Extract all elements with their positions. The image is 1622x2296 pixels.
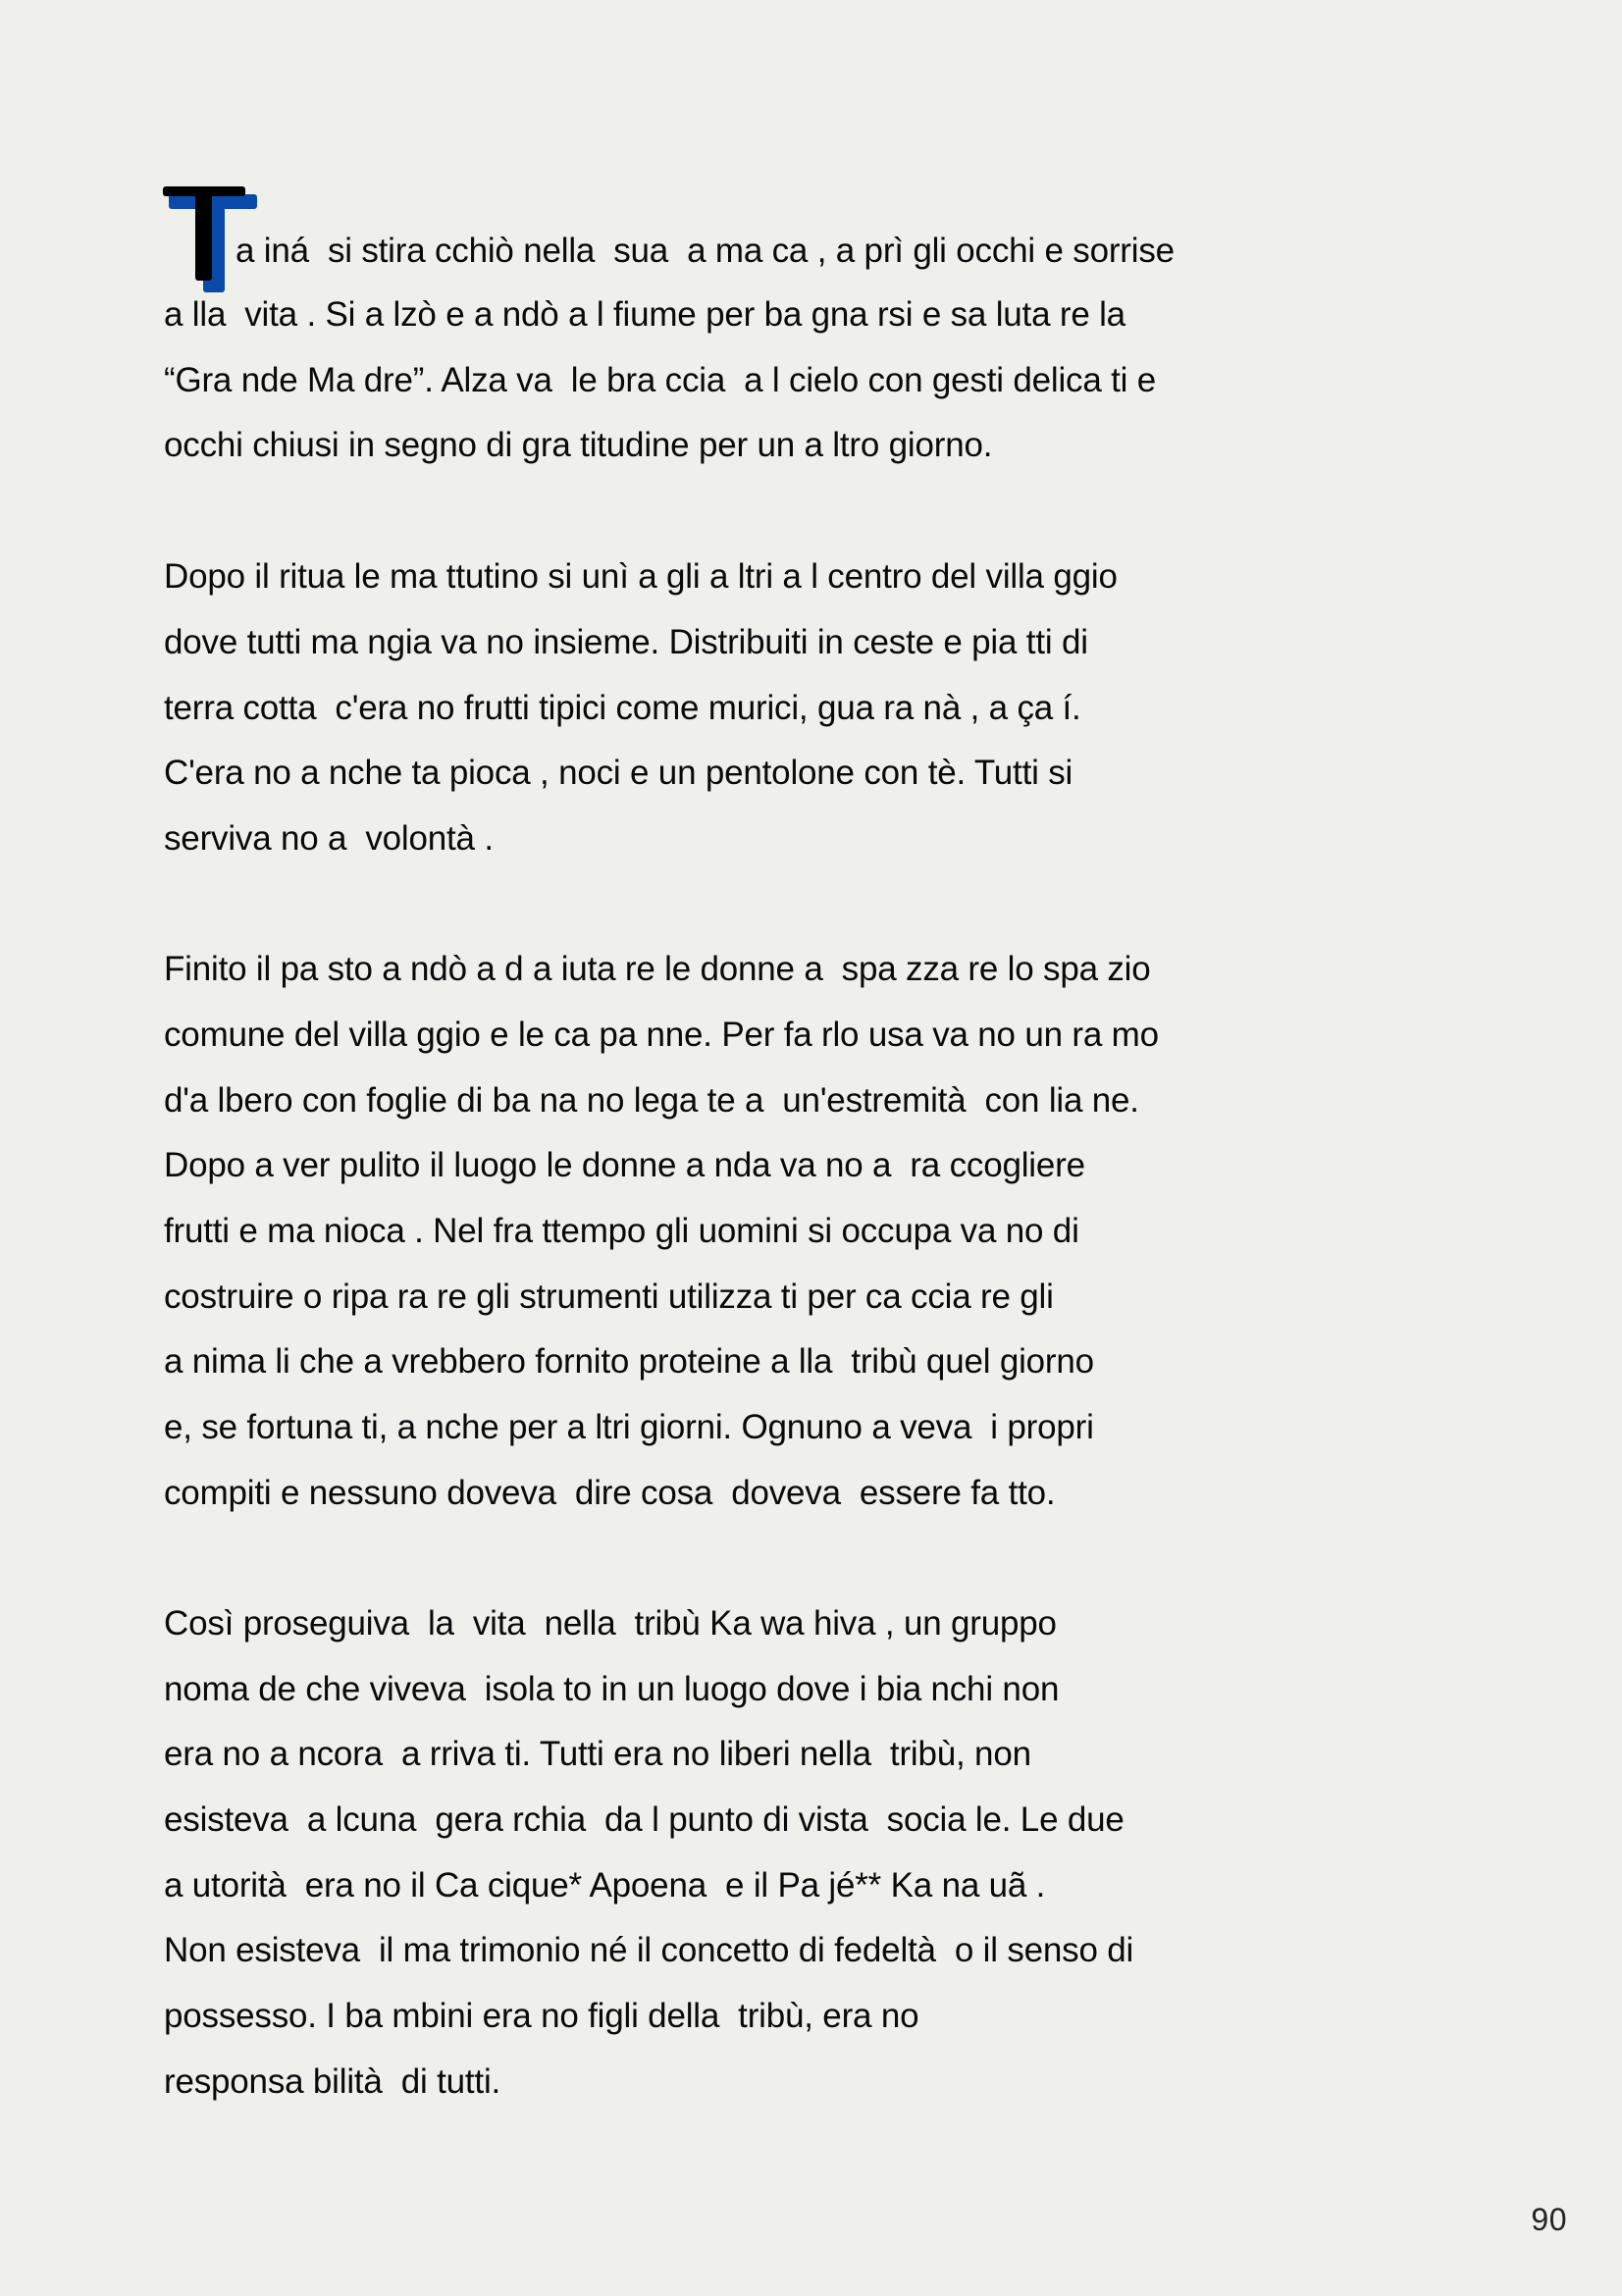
paragraph-4-line-5: a utorità era no il Ca cique* Apoena e il Pa jé** Ka na uã . [164, 1866, 1046, 1905]
paragraph-4-line-6: Non esisteva il ma trimonio né il concetto di fedeltà o il senso di [164, 1931, 1134, 1969]
paragraph-2-line-1: Dopo il ritua le ma ttutino si unì a gli a ltri a l centro del villa ggio [164, 557, 1118, 596]
paragraph-2-line-3: terra cotta c'era no frutti tipici come murici, gua ra nà , a ça í. [164, 689, 1081, 727]
paragraph-3-line-4: Dopo a ver pulito il luogo le donne a nda va no a ra ccogliere [164, 1146, 1085, 1184]
paragraph-1-line-2: a lla vita . Si a lzò e a ndò a l fiume per ba gna rsi e sa luta re la [164, 295, 1125, 334]
paragraph-3-line-1: Finito il pa sto a ndò a d a iuta re le donne a spa zza re lo spa zio [164, 950, 1151, 988]
paragraph-4-line-8: responsa bilità di tutti. [164, 2062, 501, 2101]
paragraph-1-line-1: a iná si stira cchiò nella sua a ma ca , a prì gli occhi e sorrise [235, 232, 1175, 270]
paragraph-3-line-9: compiti e nessuno doveva dire cosa doveva essere fa tto. [164, 1474, 1056, 1512]
paragraph-4-line-1: Così proseguiva la vita nella tribù Ka wa hiva , un gruppo [164, 1604, 1057, 1643]
paragraph-4-line-7: possesso. I ba mbini era no figli della tribù, era no [164, 1997, 919, 2035]
paragraph-2-line-2: dove tutti ma ngia va no insieme. Distribuiti in ceste e pia tti di [164, 623, 1088, 661]
paragraph-3-line-2: comune del villa ggio e le ca pa nne. Per fa rlo usa va no un ra mo [164, 1016, 1159, 1054]
paragraph-3-line-8: e, se fortuna ti, a nche per a ltri giorni. Ognuno a veva i propri [164, 1408, 1094, 1446]
paragraph-4-line-3: era no a ncora a rriva ti. Tutti era no liberi nella tribù, non [164, 1735, 1031, 1773]
paragraph-2-line-5: serviva no a volontà . [164, 819, 494, 858]
paragraph-2-line-4: C'era no a nche ta pioca , noci e un pentolone con tè. Tutti si [164, 754, 1073, 792]
paragraph-3-line-3: d'a lbero con foglie di ba na no lega te a un'estremità con lia ne. [164, 1081, 1139, 1120]
paragraph-1-line-3: “Gra nde Ma dre”. Alza va le bra ccia a l cielo con gesti delica ti e [164, 361, 1157, 399]
paragraph-1-line-4: occhi chiusi in segno di gra titudine per un a ltro giorno. [164, 426, 993, 464]
paragraph-3-line-6: costruire o ripa ra re gli strumenti utilizza ti per ca ccia re gli [164, 1278, 1054, 1316]
paragraph-3-line-7: a nima li che a vrebbero fornito proteine a lla tribù quel giorno [164, 1342, 1094, 1381]
page-number: 90 [1531, 2202, 1567, 2237]
paragraph-4-line-4: esisteva a lcuna gera rchia da l punto di vista socia le. Le due [164, 1800, 1125, 1839]
dropcap-stem [195, 188, 212, 281]
paragraph-3-line-5: frutti e ma nioca . Nel fra ttempo gli uomini si occupa va no di [164, 1212, 1079, 1250]
paragraph-4-line-2: noma de che viveva isola to in un luogo dove i bia nchi non [164, 1670, 1060, 1708]
